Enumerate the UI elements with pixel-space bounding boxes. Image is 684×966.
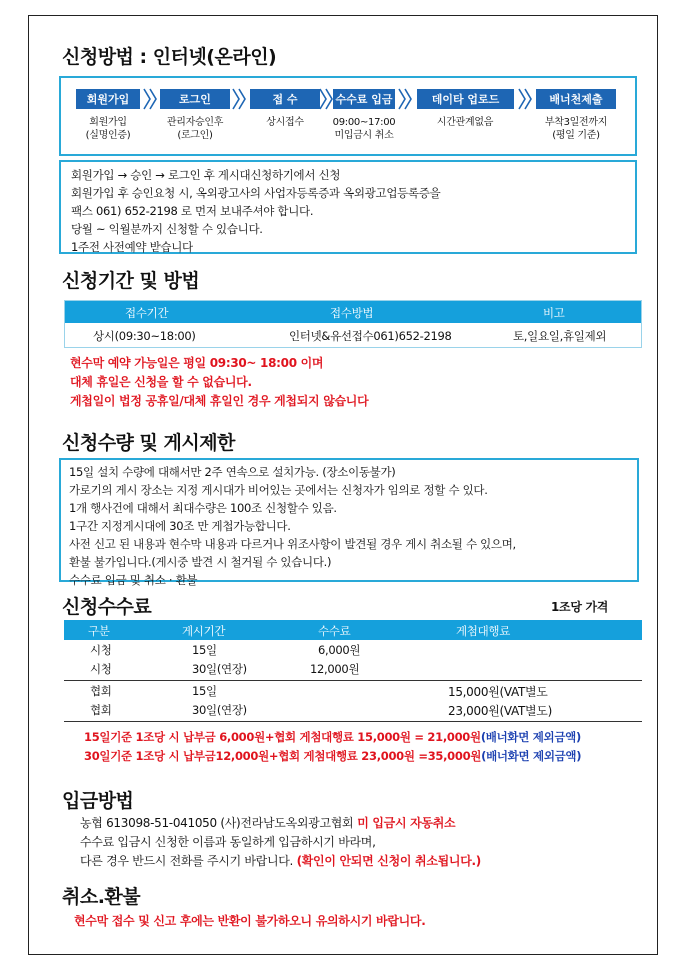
account-line: 농협 613098-51-041050 (사)전라남도옥외광고협회 미 입금시 자동취소	[80, 816, 456, 830]
section-title-payment: 입금방법	[62, 790, 134, 812]
period-table-header	[65, 301, 641, 323]
row-duration: 30일(연장)	[192, 662, 247, 676]
header-fee: 수수료	[318, 624, 351, 638]
note-line: 당월 ~ 익월분까지 신청할 수 있습니다.	[71, 222, 263, 236]
period-warnings	[70, 354, 368, 411]
quantity-line: 환불 불가입니다.(게시중 발견 시 철거될 수 있습니다.)	[69, 555, 332, 569]
note-line: 팩스 061) 652-2198 로 먼저 보내주셔야 합니다.	[71, 204, 314, 218]
step-signup: 회원가입	[76, 89, 140, 109]
step-data-upload: 데이타 업로드	[417, 89, 514, 109]
warning-line: 게첩일이 법정 공휴일/대체 휴일인 경우 게첩되지 않습니다	[70, 394, 369, 408]
calc-line: 15일기준 1조당 시 납부금 6,000원+협회 게첨대행료 15,000원 = 21,000원(배너화면 제외금액)	[84, 730, 581, 744]
row-duration: 15일	[192, 684, 217, 698]
chevron-right-icon	[319, 87, 333, 111]
header-agency-fee: 게첨대행료	[456, 624, 511, 638]
chevron-right-icon	[398, 87, 412, 111]
calc-line: 30일기준 1조당 시 납부금12,000원+협회 게첨대행료 23,000원 =35,000원(배너화면 제외금액)	[84, 749, 582, 763]
row-fee: 6,000원	[318, 643, 361, 657]
cell-remark: 토,일요일,휴일제외	[513, 329, 607, 343]
fee-table	[64, 620, 642, 722]
notes-box	[59, 160, 637, 254]
table-bottom-rule	[64, 721, 642, 722]
header-period: 접수기간	[125, 306, 169, 320]
unit-note: 1조당 가격	[551, 600, 609, 614]
period-table	[64, 300, 642, 348]
cell-period: 상시(09:30~18:00)	[93, 329, 196, 343]
row-duration: 15일	[192, 643, 217, 657]
payment-line: 다른 경우 반드시 전화를 주시기 바랍니다. (확인이 안되면 신청이 취소됩니다.)	[80, 854, 481, 868]
cancel-warning: 현수막 접수 및 신고 후에는 반환이 불가하오니 유의하시기 바랍니다.	[74, 914, 426, 928]
step-login: 로그인	[160, 89, 230, 109]
row-type: 시청	[90, 643, 112, 657]
quantity-line: 15일 설치 수량에 대해서만 2주 연속으로 설치가능. (장소이동불가)	[69, 465, 396, 479]
row-agency-fee: 15,000원(VAT별도	[448, 685, 548, 699]
step-desc-login: 관리자승인후 (로그인)	[166, 117, 224, 141]
fee-calc	[84, 728, 581, 766]
row-agency-fee: 23,000원(VAT별도)	[448, 704, 552, 718]
quantity-line: 1개 행사건에 대해서 최대수량은 100조 신청할수 있음.	[69, 501, 337, 515]
chevron-right-icon	[143, 87, 157, 111]
cell-method: 인터넷&유선접수061)652-2198	[289, 329, 452, 343]
row-fee: 12,000원	[310, 662, 360, 676]
payment-line: 수수료 입금시 신청한 이름과 동일하게 입금하시기 바라며,	[80, 835, 376, 849]
step-desc-signup: 회원가입 (실명인증)	[85, 117, 131, 141]
section-title-cancel: 취소.환불	[62, 886, 141, 908]
step-desc-fee: 09:00~17:00 미입금시 취소	[332, 117, 396, 141]
step-banner-submit: 배너천제출	[536, 89, 616, 109]
chevron-right-icon	[232, 87, 246, 111]
quantity-line: 수수료 입금 및 취소 · 환불	[69, 573, 198, 587]
step-fee-payment: 수수료 입금	[333, 89, 395, 109]
quantity-line: 사전 신고 된 내용과 현수막 내용과 다르거나 위조사항이 발견될 경우 게시 취소될 수 있으며,	[69, 537, 516, 551]
section-title-period: 신청기간 및 방법	[62, 270, 200, 292]
row-type: 협회	[90, 703, 112, 717]
warning-line: 현수막 예약 가능일은 평일 09:30~ 18:00 이며	[70, 356, 324, 370]
quantity-box	[59, 458, 639, 587]
note-line: 회원가입 후 승인요청 시, 옥외광고사의 사업자등록증과 옥외광고업등록증을	[71, 186, 441, 200]
step-desc-receipt: 상시접수	[266, 117, 304, 128]
note-line: 회원가입 → 승인 → 로그인 후 게시대신청하기에서 신청	[71, 168, 341, 182]
quantity-line: 1구간 지정게시대에 30조 만 게첩가능합니다.	[69, 519, 291, 533]
section-title-fee: 신청수수료	[62, 596, 152, 618]
quantity-line: 가로기의 게시 장소는 지정 게시대가 비어있는 곳에서는 신청자가 임의로 정할 수 있다.	[69, 483, 488, 497]
section-title-quantity: 신청수량 및 게시제한	[62, 432, 235, 454]
row-type: 협회	[90, 684, 112, 698]
section-title-apply-method: 신청방법 : 인터넷(온라인)	[62, 46, 277, 68]
header-remark: 비고	[543, 306, 565, 320]
header-method: 접수방법	[330, 306, 374, 320]
table-divider	[64, 680, 642, 681]
row-duration: 30일(연장)	[192, 703, 247, 717]
step-desc-banner: 부착3일전까지 (평일 기준)	[544, 117, 608, 141]
warning-line: 대체 휴일은 신청을 할 수 없습니다.	[70, 375, 252, 389]
note-line: 1주전 사전예약 받습니다	[71, 240, 193, 254]
row-type: 시청	[90, 662, 112, 676]
step-desc-upload: 시간관계없음	[436, 117, 494, 128]
payment-info	[80, 814, 481, 871]
chevron-right-icon	[518, 87, 532, 111]
header-type: 구분	[88, 624, 110, 638]
fee-table-header	[64, 620, 642, 640]
step-receipt: 접 수	[250, 89, 320, 109]
header-duration: 게시기간	[182, 624, 226, 638]
